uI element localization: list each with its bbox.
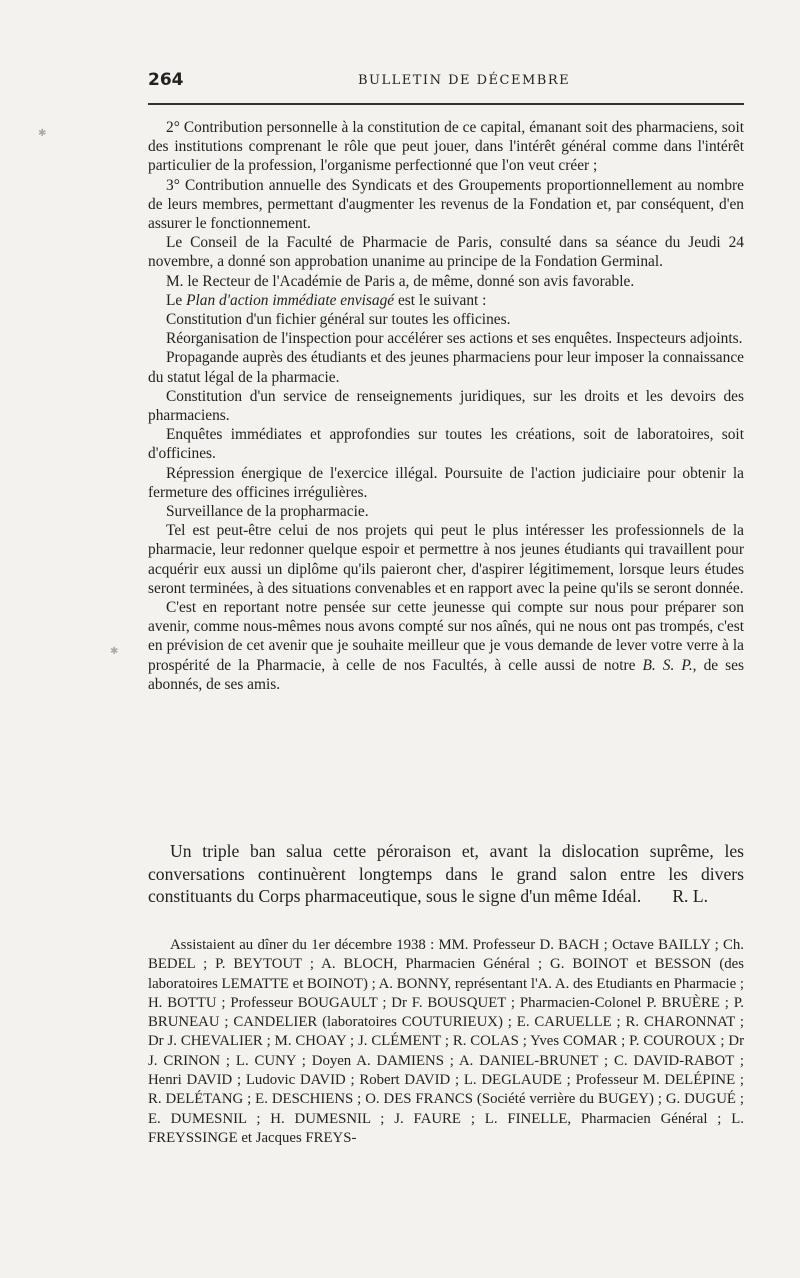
paragraph: 3° Contribution annuelle des Syndicats et des Groupements proportionnellement au nombre de leurs membres, permettant d'augmenter les revenus de la Fondation et, par conséquent, d'en assurer le fonctionnement. — [148, 176, 744, 233]
speech-text — [148, 840, 744, 908]
paragraph: Enquêtes immédiates et approfondies sur toutes les créations, soit de laboratoires, soit d'officines. — [148, 426, 744, 463]
paragraph: Propagande auprès des étudiants et des jeunes pharmaciens pour leur imposer la connaissance du statut légal de la pharmacie. — [148, 349, 744, 386]
attendees-text: Assistaient au dîner du 1er décembre 1938 : MM. Professeur D. BACH ; Octave BAILLY ; Ch. BEDEL ; P. BEYTOUT ; A. BLOCH, Pharmacien Général ; G. BOINOT et BESSON (des laboratoires LEMATTE et BOINOT) ; A. BONNY, représentant l'A. A. des Etudiants en Pharmacie ; H. BOTTU ; Professeur BOUGAULT ; Dr F. BOUSQUET ; Pharmacien-Colonel P. BRUÈRE ; P. BRUNEAU ; CANDELIER (laboratoires COUTURIEUX) ; E. CARUELLE ; R. CHARONNAT ; Dr J. CHEVALIER ; M. CHOAY ; J. CLÉMENT ; R. COLAS ; Yves COMAR ; P. COUROUX ; Dr J. CRINON ; L. CUNY ; Doyen A. DAMIENS ; A. DANIEL-BRUNET ; C. DAVID-RABOT ; Henri DAVID ; Ludovic DAVID ; Robert DAVID ; L. DEGLAUDE ; Professeur M. DELÉPINE ; R. DELÉTANG ; E. DESCHIENS ; O. DES FRANCS (Société verrière du BUGEY) ; G. DUGUÉ ; E. DUMESNIL ; H. DUMESNIL ; J. FAURE ; L. FINELLE, Pharmacien Général ; L. FREYSSINGE et Jacques FREYS- — [148, 937, 744, 1146]
margin-mark-icon: ✱ — [110, 646, 119, 657]
publication-name: B. S. P. — [642, 656, 693, 674]
paragraph: Répression énergique de l'exercice illégal. Poursuite de l'action judiciaire pour obtenir la fermeture des officines irrégulières. — [148, 464, 744, 501]
header-rule — [148, 103, 744, 105]
paragraph: M. le Recteur de l'Académie de Paris a, de même, donné son avis favorable. — [166, 272, 635, 290]
closing-paragraph: C'est en reportant notre pensée sur cette jeunesse qui compte sur nous pour préparer son avenir, comme nous-mêmes nous avons compté sur nos aînés, qui ne nous ont pas trompés, c'est en prévision de cet avenir que je souhaite meilleur que je vous demande de lever votre verre à la prospérité de la Pharmacie, à celle de nos Facultés, à celle aussi de notre B. S. P., de ses abonnés, de ses amis. — [148, 599, 744, 693]
paragraph: Constitution d'un fichier général sur toutes les officines. — [166, 311, 511, 329]
plan-prefix: Le — [166, 291, 187, 309]
page-number: 264 — [148, 70, 184, 90]
page-header — [148, 70, 744, 100]
paragraph: Tel est peut-être celui de nos projets qui peut le plus intéresser les professionnels de la pharmacie, leur redonner quelque espoir et permettre à nos jeunes étudiants qui travaillent pour acquérir eux aussi un diplôme qu'ils paieront cher, d'aspirer légitimement, lorsque leurs études seront terminées, à des situations convenables et en rapport avec la peine qu'ils se seront donnée. — [148, 522, 744, 597]
speech-section — [148, 840, 744, 908]
speech-body: Un triple ban salua cette péroraison et, avant la dislocation suprême, les conversations continuèrent longtemps dans le grand salon entre les divers constituants du Corps pharmaceutique, sous le signe d'un même Idéal. — [148, 841, 744, 906]
plan-heading — [148, 291, 744, 310]
signature: R. L. — [672, 886, 708, 906]
paragraph: Constitution d'un service de renseignements juridiques, sur les droits et les devoirs des pharmaciens. — [148, 387, 744, 425]
body-text — [148, 118, 744, 694]
margin-mark-icon: ✱ — [38, 128, 47, 139]
attendees-list — [148, 936, 744, 1148]
running-title: BULLETIN DE DÉCEMBRE — [358, 73, 571, 88]
plan-suffix: est le suivant : — [394, 291, 487, 309]
plan-title: Plan d'action immédiate envisagé — [186, 291, 395, 309]
paragraph: Surveillance de la propharmacie. — [166, 503, 369, 521]
paragraph: 2° Contribution personnelle à la constitution de ce capital, émanant soit des pharmaciens, soit des institutions comprenant le rôle que peut jouer, dans l'intérêt général comme dans l'intérêt particulier de la profession, l'organisme perfectionné que l'on veut créer ; — [148, 119, 744, 175]
paragraph: Réorganisation de l'inspection pour accélérer ses actions et ses enquêtes. Inspecteurs adjoints. — [166, 330, 743, 348]
paragraph: Le Conseil de la Faculté de Pharmacie de Paris, consulté dans sa séance du Jeudi 24 novembre, a donné son approbation unanime au principe de la Fondation Germinal. — [148, 234, 744, 271]
